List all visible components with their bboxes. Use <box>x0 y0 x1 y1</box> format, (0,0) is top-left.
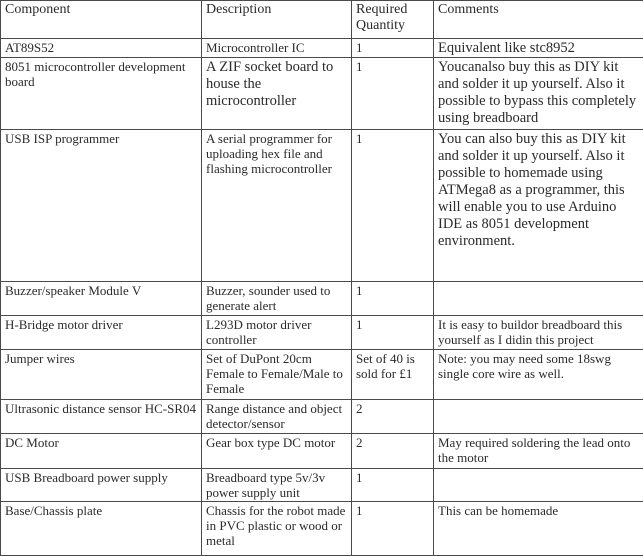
description-cell: Chassis for the robot made in PVC plastic or wood or metal <box>202 502 352 556</box>
table-row <box>1 39 643 58</box>
comments-cell <box>434 400 643 434</box>
comments-cell: This can be homemade <box>434 502 643 556</box>
component-cell: 8051 microcontroller development board <box>1 58 202 130</box>
comments-cell: It is easy to buildor breadboard this yourself as I didin this project <box>434 316 643 350</box>
table-row <box>1 58 643 130</box>
component-cell: Jumper wires <box>1 350 202 400</box>
description-cell: Range distance and object detector/sensor <box>202 400 352 434</box>
component-cell: Buzzer/speaker Module V <box>1 282 202 316</box>
component-cell: Ultrasonic distance sensor HC-SR04 <box>1 400 202 434</box>
header-cell-description: Description <box>202 1 352 39</box>
table-row <box>1 316 643 350</box>
quantity-cell: 1 <box>352 130 434 282</box>
description-cell: Buzzer, sounder used to generate alert <box>202 282 352 316</box>
description-cell: Set of DuPont 20cm Female to Female/Male to Female <box>202 350 352 400</box>
component-cell: AT89S52 <box>1 39 202 58</box>
table-row <box>1 350 643 400</box>
table-row <box>1 502 643 556</box>
table-row <box>1 469 643 502</box>
quantity-cell: 1 <box>352 282 434 316</box>
description-cell: A ZIF socket board to house the microcontroller <box>202 58 352 130</box>
quantity-cell: 2 <box>352 434 434 469</box>
header-cell-quantity: Required Quantity <box>352 1 434 39</box>
description-cell: Breadboard type 5v/3v power supply unit <box>202 469 352 502</box>
comments-cell: Youcanalso buy this as DIY kit and solder it up yourself. Also it possible to bypass this completely using breadboard <box>434 58 643 130</box>
comments-cell <box>434 469 643 502</box>
quantity-cell: 1 <box>352 502 434 556</box>
quantity-cell: 2 <box>352 400 434 434</box>
component-cell: Base/Chassis plate <box>1 502 202 556</box>
quantity-cell: Set of 40 is sold for £1 <box>352 350 434 400</box>
comments-cell: You can also buy this as DIY kit and solder it up yourself. Also it possible to homemade using ATMega8 as a programmer, this will enable you to use Arduino IDE as 8051 development environment. <box>434 130 643 282</box>
component-cell: DC Motor <box>1 434 202 469</box>
comments-cell: May required soldering the lead onto the motor <box>434 434 643 469</box>
comments-cell: Note: you may need some 18swg single core wire as well. <box>434 350 643 400</box>
component-cell: USB Breadboard power supply <box>1 469 202 502</box>
table-row <box>1 282 643 316</box>
quantity-cell: 1 <box>352 39 434 58</box>
header-cell-comments: Comments <box>434 1 643 39</box>
table-row <box>1 400 643 434</box>
description-cell: Gear box type DC motor <box>202 434 352 469</box>
quantity-cell: 1 <box>352 58 434 130</box>
header-row <box>1 1 643 39</box>
header-cell-component: Component <box>1 1 202 39</box>
comments-cell <box>434 282 643 316</box>
component-cell: H-Bridge motor driver <box>1 316 202 350</box>
quantity-cell: 1 <box>352 469 434 502</box>
table-row <box>1 434 643 469</box>
description-cell: Microcontroller IC <box>202 39 352 58</box>
comments-cell: Equivalent like stc8952 <box>434 39 643 58</box>
description-cell: A serial programmer for uploading hex file and flashing microcontroller <box>202 130 352 282</box>
table-row <box>1 130 643 282</box>
component-cell: USB ISP programmer <box>1 130 202 282</box>
description-cell: L293D motor driver controller <box>202 316 352 350</box>
quantity-cell: 1 <box>352 316 434 350</box>
